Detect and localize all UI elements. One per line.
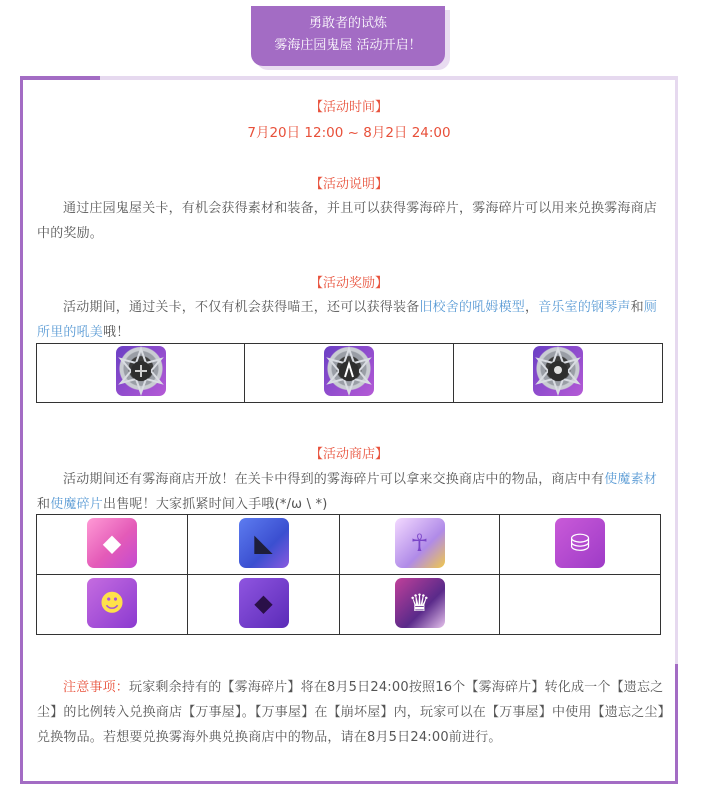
banner-title: 勇敢者的试炼 bbox=[308, 16, 387, 31]
table-row bbox=[37, 515, 661, 575]
shop-cell bbox=[500, 515, 661, 575]
shop-cell-empty bbox=[500, 575, 661, 635]
frame-accent-top bbox=[20, 76, 100, 80]
banner-subtitle: 雾海庄园鬼屋 活动开启！ bbox=[274, 38, 422, 53]
shop-text bbox=[37, 467, 665, 517]
badge-star-icon bbox=[116, 346, 166, 396]
gem-glyph-icon: ◆ bbox=[102, 528, 122, 557]
frame-accent-right bbox=[675, 664, 678, 784]
time-heading: 【活动时间】 bbox=[309, 100, 388, 115]
shop-cell bbox=[188, 515, 340, 575]
equipment-badge-icon[interactable] bbox=[533, 346, 583, 396]
can-icon[interactable] bbox=[555, 518, 605, 568]
shop-cell bbox=[340, 575, 500, 635]
prism-crystal-icon[interactable] bbox=[395, 518, 445, 568]
shop-heading: 【活动商店】 bbox=[309, 447, 388, 462]
reward-link-houm-model[interactable]: 旧校舍的吼姆模型 bbox=[419, 300, 526, 315]
badge-star-icon bbox=[533, 346, 583, 396]
prism-glyph-icon: ☥ bbox=[410, 528, 429, 557]
event-banner bbox=[251, 6, 445, 66]
mascot-glyph-icon: ☻ bbox=[99, 588, 125, 617]
reward-cell bbox=[37, 344, 245, 403]
table-row bbox=[37, 344, 663, 403]
description-heading: 【活动说明】 bbox=[309, 177, 388, 192]
shop-cell bbox=[37, 515, 188, 575]
shop-text-after: 出售呢！大家抓紧时间入手哦(*/ω \ *) bbox=[103, 497, 328, 512]
reward-link-houmei[interactable]: 厕所里的吼美 bbox=[37, 300, 658, 340]
description-text: 通过庄园鬼屋关卡，有机会获得素材和装备，并且可以获得雾海碎片，雾海碎片可以用来兑换雾海商店中的奖励。 bbox=[37, 201, 658, 241]
rewards-table bbox=[36, 343, 663, 403]
badge-star-icon bbox=[324, 346, 374, 396]
mascot-icon[interactable] bbox=[87, 578, 137, 628]
rewards-text-after: 哦！ bbox=[103, 325, 130, 340]
rewards-text-before: 活动期间，通过关卡，不仅有机会获得喵王，还可以获得装备 bbox=[63, 300, 420, 315]
character-card-icon[interactable] bbox=[395, 578, 445, 628]
notice-body: 玩家剩余持有的【雾海碎片】将在8月5日24:00按照16个【雾海碎片】转化成一个【遗忘之尘】的比例转入兑换商店【万事屋】。【万事屋】在【崩坏屋】内，玩家可以在【万事屋】中使用【遗忘之尘】兑换物品。若想要兑换雾海外典兑换商店中的物品，请在8月5日24:00前进行。 bbox=[37, 680, 665, 745]
rewards-text bbox=[37, 295, 665, 345]
shop-link-familiar-material[interactable]: 使魔素材 bbox=[604, 472, 658, 487]
content-frame bbox=[20, 76, 678, 784]
crystal-glyph-icon: ◆ bbox=[254, 588, 273, 617]
table-row bbox=[37, 575, 661, 635]
notice-label: 注意事项： bbox=[63, 680, 130, 695]
shop-cell bbox=[37, 575, 188, 635]
shard-glyph-icon: ◣ bbox=[254, 528, 273, 557]
shop-table bbox=[36, 514, 661, 635]
shop-link-familiar-shard[interactable]: 使魔碎片 bbox=[50, 497, 104, 512]
time-value: 7月20日 12:00 ~ 8月2日 24:00 bbox=[247, 125, 451, 141]
reward-cell bbox=[454, 344, 663, 403]
shop-sep: 和 bbox=[37, 497, 51, 512]
shop-text-before: 活动期间还有雾海商店开放！在关卡中得到的雾海碎片可以拿来交换商店中的物品，商店中有 bbox=[63, 472, 605, 487]
can-glyph-icon: ⛁ bbox=[569, 528, 591, 557]
dark-shard-icon[interactable] bbox=[239, 518, 289, 568]
rewards-heading: 【活动奖励】 bbox=[309, 276, 388, 291]
notice-text bbox=[37, 675, 665, 750]
equipment-badge-icon[interactable] bbox=[116, 346, 166, 396]
pink-gem-icon[interactable] bbox=[87, 518, 137, 568]
shop-cell bbox=[340, 515, 500, 575]
shop-cell bbox=[188, 575, 340, 635]
card-glyph-icon: ♛ bbox=[408, 588, 431, 617]
purple-crystal-icon[interactable] bbox=[239, 578, 289, 628]
rewards-sep: ， bbox=[525, 300, 539, 315]
reward-cell bbox=[245, 344, 454, 403]
rewards-sep-and: 和 bbox=[630, 300, 644, 315]
reward-link-piano[interactable]: 音乐室的钢琴声 bbox=[538, 300, 631, 315]
equipment-badge-icon[interactable] bbox=[324, 346, 374, 396]
